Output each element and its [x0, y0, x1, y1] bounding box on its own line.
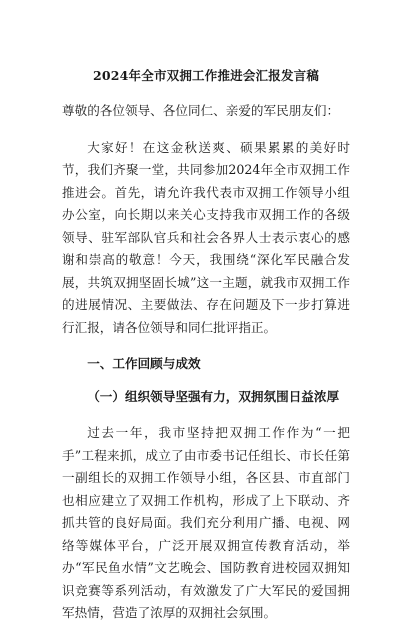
section-heading: 一、工作回顾与成效: [87, 356, 201, 371]
greeting: 尊敬的各位领导、各位同仁、亲爱的军民朋友们：: [62, 103, 340, 118]
body-paragraph: 过去一年，我市坚持把双拥工作作为“一把手”工程来抓，成立了由市委书记任组长、市长任第一副组长的双拥工作领导小组，各区县、市直部门也相应建立了双拥工作机构，形成了上下联动、齐抓共管的良好局面。我们充分利用广播、电视、网络等媒体平台，广泛开展双拥宣传教育活动，举办“军民鱼水情”文艺晚会、国防教育进校园双拥知识竞赛等系列活动，有效激发了广大军民的爱国拥军热情，营造了浓厚的双拥社会氛围。: [62, 425, 350, 620]
document-title: 2024年全市双拥工作推进会汇报发言稿: [92, 68, 320, 83]
subsection-heading: （一）组织领导坚强有力，双拥氛围日益浓厚: [87, 388, 340, 404]
intro-paragraph: 大家好！在这金秋送爽、硕果累累的美好时节，我们齐聚一堂，共同参加2024年全市双拥工作推进会。首先，请允许我代表市双拥工作领导小组办公室，向长期以来关心支持我市双拥工作的各级领导、驻军部队官兵和社会各界人士表示衷心的感谢和崇高的敬意！今天，我围绕“深化军民融合发展，共筑双拥坚固长城”这一主题，就我市双拥工作的进展情况、主要做法、存在问题及下一步打算进行汇报，请各位领导和同仁批评指正。: [62, 139, 350, 335]
